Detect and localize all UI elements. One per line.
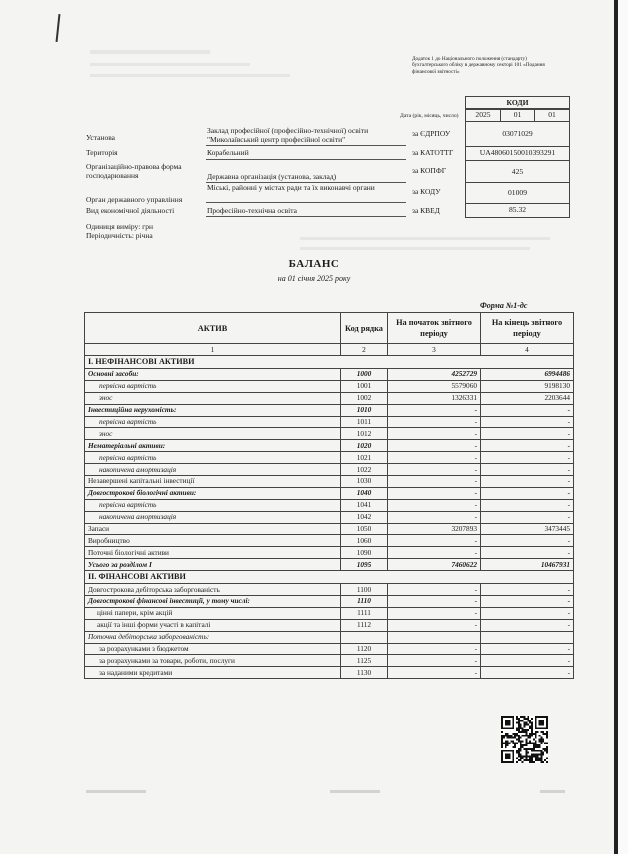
row-label: за розрахунками з бюджетом	[85, 643, 341, 655]
col-number: 2	[341, 344, 388, 356]
row-code: 1021	[341, 452, 388, 464]
table-row	[85, 416, 574, 428]
start-value: -	[388, 584, 481, 596]
info-value-legal-form: Державна організація (установа, заклад)	[207, 172, 337, 181]
info-label-activity: Вид економічної діяльності	[86, 206, 175, 215]
row-label: знос	[85, 428, 341, 440]
start-value: -	[388, 499, 481, 511]
table-row	[85, 428, 574, 440]
start-value: 5579060	[388, 380, 481, 392]
end-value: -	[481, 643, 574, 655]
section-row	[85, 356, 574, 369]
bleed-through	[90, 74, 290, 77]
info-label-authority: Орган державного управління	[86, 195, 183, 204]
row-label: накопичена амортизація	[85, 464, 341, 476]
table-header-row	[85, 313, 574, 344]
table-row	[85, 392, 574, 404]
periodicity-label: Періодичність: річна	[86, 231, 153, 240]
end-value: 2203644	[481, 392, 574, 404]
end-value: -	[481, 440, 574, 452]
table-row	[85, 452, 574, 464]
row-label: Незавершені капітальні інвестиції	[85, 476, 341, 488]
end-value: 6994486	[481, 369, 574, 381]
start-value: 7460622	[388, 559, 481, 571]
start-value: -	[388, 452, 481, 464]
row-code: 1011	[341, 416, 388, 428]
start-value: -	[388, 511, 481, 523]
balance-table	[84, 312, 574, 679]
start-value: -	[388, 667, 481, 679]
footer-mark	[540, 790, 565, 793]
row-label: Поточна дебіторська заборгованість:	[85, 631, 341, 643]
pen-mark	[56, 14, 61, 42]
table-row	[85, 380, 574, 392]
table-row	[85, 464, 574, 476]
end-value: -	[481, 619, 574, 631]
form-number: Форма №1-дс	[480, 301, 528, 310]
row-code: 1000	[341, 369, 388, 381]
col-number: 1	[85, 344, 341, 356]
table-row	[85, 487, 574, 499]
date-month: 01	[500, 108, 535, 122]
start-value: -	[388, 547, 481, 559]
bleed-through	[300, 247, 530, 250]
info-value-authority: Міські, районні у містах ради та їх виконавчі органи	[207, 183, 375, 192]
row-code: 1041	[341, 499, 388, 511]
bleed-through	[300, 237, 550, 240]
start-value: -	[388, 428, 481, 440]
row-code: 1030	[341, 476, 388, 488]
end-value: -	[481, 607, 574, 619]
date-year: 2025	[465, 108, 501, 122]
row-label: Довгострокові фінансові інвестиції, у тому числі:	[85, 596, 341, 608]
table-row	[85, 607, 574, 619]
table-row	[85, 499, 574, 511]
appendix-note: Додаток 1 до Національного положення (стандарту) бухгалтерського обліку в державному секторі 101 «Подання фінансової звітності»	[412, 56, 545, 75]
table-row	[85, 667, 574, 679]
row-label: первісна вартість	[85, 452, 341, 464]
document-title: БАЛАНС	[288, 258, 340, 270]
row-code: 1040	[341, 487, 388, 499]
start-value: -	[388, 596, 481, 608]
underline	[206, 145, 406, 146]
end-value: -	[481, 511, 574, 523]
start-value: -	[388, 535, 481, 547]
row-label: за розрахунками за товари, роботи, послуги	[85, 655, 341, 667]
document-subtitle: на 01 січня 2025 року	[277, 274, 351, 283]
row-label: Запаси	[85, 523, 341, 535]
end-value: 3473445	[481, 523, 574, 535]
bleed-through	[90, 50, 210, 54]
qr-code	[501, 716, 548, 763]
table-row	[85, 559, 574, 571]
row-code: 1060	[341, 535, 388, 547]
info-code-kved: 85.32	[465, 203, 570, 218]
date-day: 01	[534, 108, 570, 122]
start-value: 3207893	[388, 523, 481, 535]
section-title: II. ФІНАНСОВІ АКТИВИ	[85, 571, 574, 584]
end-value: -	[481, 584, 574, 596]
end-value: -	[481, 404, 574, 416]
col-number: 4	[481, 344, 574, 356]
end-value: -	[481, 476, 574, 488]
end-value	[481, 631, 574, 643]
table-row	[85, 440, 574, 452]
row-label: Поточні біологічні активи	[85, 547, 341, 559]
info-value-territory: Корабельний	[207, 148, 249, 157]
row-label: первісна вартість	[85, 499, 341, 511]
row-code: 1111	[341, 607, 388, 619]
row-label: накопичена амортизація	[85, 511, 341, 523]
start-value: -	[388, 440, 481, 452]
row-label: первісна вартість	[85, 380, 341, 392]
units-label: Одиниця виміру: грн	[86, 222, 153, 231]
table-row	[85, 404, 574, 416]
header-asset: АКТИВ	[85, 313, 341, 344]
info-code-label-kopfg: за КОПФГ	[412, 166, 447, 175]
footer-mark	[86, 790, 146, 793]
header-end: На кінець звітного періоду	[481, 313, 574, 344]
end-value: -	[481, 655, 574, 667]
info-code-katottg: UA48060150010393291	[465, 146, 570, 161]
row-label: Усього за розділом I	[85, 559, 341, 571]
table-row	[85, 643, 574, 655]
table-row	[85, 535, 574, 547]
info-label-territory: Територія	[86, 148, 118, 157]
row-code: 1022	[341, 464, 388, 476]
row-label: цінні папери, крім акцій	[85, 607, 341, 619]
section-row	[85, 571, 574, 584]
row-code: 1001	[341, 380, 388, 392]
end-value: -	[481, 535, 574, 547]
bleed-through	[90, 63, 250, 66]
table-row	[85, 584, 574, 596]
start-value: -	[388, 416, 481, 428]
row-code: 1050	[341, 523, 388, 535]
info-code-label-kodu: за КОДУ	[412, 187, 441, 196]
info-label-legal-form: Організаційно-правова форма господарювання	[86, 162, 182, 180]
table-row	[85, 511, 574, 523]
start-value: -	[388, 655, 481, 667]
row-code: 1090	[341, 547, 388, 559]
row-code: 1100	[341, 584, 388, 596]
row-code: 1020	[341, 440, 388, 452]
row-code: 1130	[341, 667, 388, 679]
start-value: 4252729	[388, 369, 481, 381]
underline	[206, 202, 406, 203]
start-value: -	[388, 476, 481, 488]
underline	[206, 159, 406, 160]
row-label: акції та інші форми участі в капіталі	[85, 619, 341, 631]
row-label: Нематеріальні активи:	[85, 440, 341, 452]
row-label: Основні засоби:	[85, 369, 341, 381]
table-row	[85, 631, 574, 643]
header-row-code: Код рядка	[341, 313, 388, 344]
row-code: 1125	[341, 655, 388, 667]
column-number-row	[85, 344, 574, 356]
footer-mark	[330, 790, 380, 793]
table-row	[85, 476, 574, 488]
start-value: -	[388, 404, 481, 416]
end-value: -	[481, 499, 574, 511]
row-code: 1002	[341, 392, 388, 404]
table-row	[85, 547, 574, 559]
end-value: -	[481, 416, 574, 428]
start-value: -	[388, 607, 481, 619]
codes-header: КОДИ	[465, 96, 570, 110]
start-value: -	[388, 487, 481, 499]
start-value	[388, 631, 481, 643]
row-code	[341, 631, 388, 643]
end-value: 9198130	[481, 380, 574, 392]
start-value: -	[388, 643, 481, 655]
col-number: 3	[388, 344, 481, 356]
end-value: -	[481, 428, 574, 440]
start-value: 1326331	[388, 392, 481, 404]
row-label: Виробництво	[85, 535, 341, 547]
row-code: 1010	[341, 404, 388, 416]
end-value: -	[481, 667, 574, 679]
end-value: -	[481, 452, 574, 464]
info-code-kodu: 01009	[465, 182, 570, 204]
row-code: 1095	[341, 559, 388, 571]
table-row	[85, 596, 574, 608]
table-row	[85, 619, 574, 631]
start-value: -	[388, 619, 481, 631]
info-code-label-edrpou: за ЄДРПОУ	[412, 129, 451, 138]
info-label-institution: Установа	[86, 133, 115, 142]
row-label: Довгострокова дебіторська заборгованість	[85, 584, 341, 596]
info-value-activity: Професійно-технічна освіта	[207, 206, 297, 215]
date-label: Дата (рік, місяць, число)	[400, 113, 459, 119]
row-code: 1112	[341, 619, 388, 631]
info-code-edrpou: 03071029	[465, 121, 570, 147]
row-label: Довгострокові біологічні активи:	[85, 487, 341, 499]
info-code-label-katottg: за КАТОТТГ	[412, 148, 454, 157]
row-label: Інвестиційна нерухомість:	[85, 404, 341, 416]
row-code: 1012	[341, 428, 388, 440]
table-row	[85, 369, 574, 381]
end-value: -	[481, 487, 574, 499]
row-label: знос	[85, 392, 341, 404]
info-code-label-kved: за КВЕД	[412, 206, 440, 215]
end-value: -	[481, 547, 574, 559]
end-value: 10467931	[481, 559, 574, 571]
row-code: 1120	[341, 643, 388, 655]
section-title: I. НЕФІНАНСОВІ АКТИВИ	[85, 356, 574, 369]
info-value-institution: Заклад професійної (професійно-технічної) освіти "Миколаївський центр професійної освіти"	[207, 126, 369, 144]
info-code-kopfg: 425	[465, 160, 570, 183]
row-code: 1042	[341, 511, 388, 523]
row-label: за наданими кредитами	[85, 667, 341, 679]
underline	[206, 216, 406, 217]
header-start: На початок звітного періоду	[388, 313, 481, 344]
end-value: -	[481, 464, 574, 476]
row-code: 1110	[341, 596, 388, 608]
end-value: -	[481, 596, 574, 608]
row-label: первісна вартість	[85, 416, 341, 428]
start-value: -	[388, 464, 481, 476]
table-row	[85, 655, 574, 667]
table-row	[85, 523, 574, 535]
scan-border	[614, 0, 618, 854]
scan-edge	[618, 0, 628, 854]
